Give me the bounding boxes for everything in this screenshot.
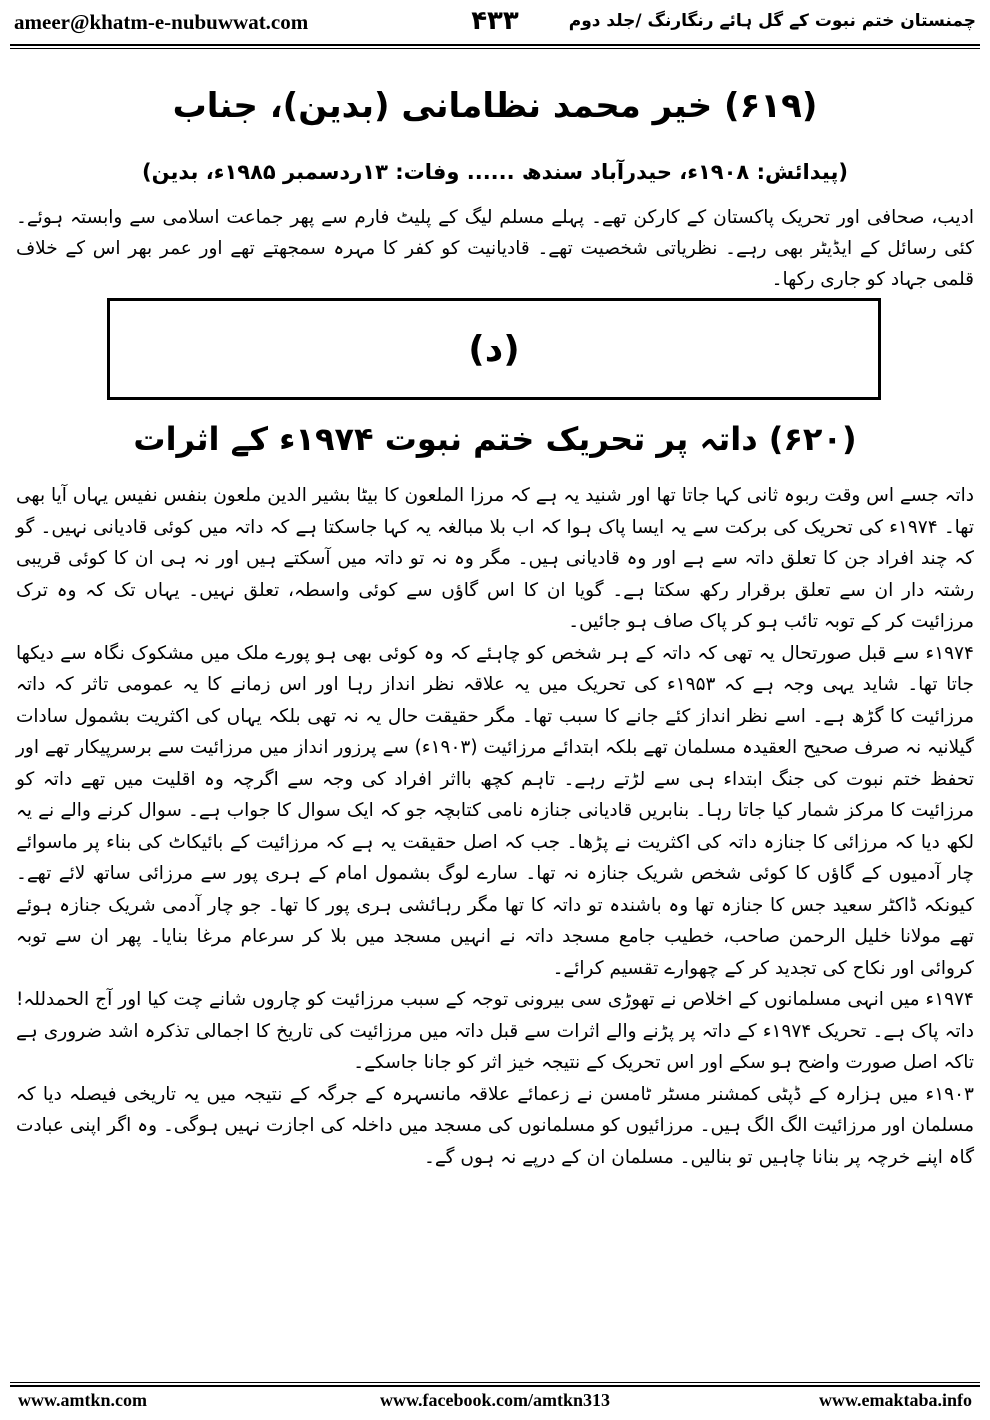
entry-619-title: (۶۱۹) خیر محمد نظامانی (بدین)، جناب [172, 86, 818, 126]
page-header [12, 6, 978, 40]
entry-619-text: ادیب، صحافی اور تحریک پاکستان کے کارکن تھے۔ پہلے مسلم لیگ کے پلیٹ فارم سے پھر جماعت اسلامی سے وابستہ ہوئے۔ کئی رسائل کے ایڈیٹر بھی رہے۔ نظریاتی شخصیت تھے۔ قادیانیت کو کفر کا مہرہ سمجھتے تھے اور عمر بھر اس کے خلاف قلمی جہاد کو جاری رکھا۔ [16, 207, 974, 290]
footer-link-facebook[interactable]: www.facebook.com/amtkn313 [380, 1390, 610, 1410]
page-footer [12, 1390, 978, 1416]
book-title: چمنستان ختم نبوت کے گل ہائے رنگارنگ /جلد دوم [568, 11, 976, 31]
paragraph: ۱۹۰۳ء میں ہزارہ کے ڈپٹی کمشنر مسٹر ٹامسن نے زعمائے علاقہ مانسہرہ کے جرگہ کے نتیجہ میں یہ تاریخی فیصلہ دیا کہ مسلمان اور مرزائیت الگ الگ ہیں۔ مرزائیوں کو مسلمانوں کی مسجد میں داخلہ کی اجازت نہیں ہوگی۔ وہ اگر اپنی عبادت گاہ اپنے خرچہ پر بنانا چاہیں تو بنالیں۔ مسلمان ان کے درپے نہ ہوں گے۔ [16, 1083, 974, 1168]
section-letter: (د) [468, 329, 520, 370]
header-email: ameer@khatm-e-nubuwwat.com [14, 10, 309, 34]
paragraph: ۱۹۷۴ء سے قبل صورتحال یہ تھی کہ داتہ کے ہر شخص کو چاہئے کہ وہ کوئی بھی ہو پورے ملک میں مشکوک نگاہ سے دیکھا جاتا تھا۔ شاید یہی وجہ ہے کہ ۱۹۵۳ء کی تحریک میں یہ علاقہ نظر انداز رہا اور اس زمانے کا یہ عمومی تاثر کہ داتہ مرزائیت کا گڑھ ہے۔ اسے نظر انداز کئے جانے کا سبب تھا۔ مگر حقیقت حال یہ نہ تھی بلکہ یہاں کی اکثریت بشمول سادات گیلانیہ نہ صرف صحیح العقیدہ مسلمان تھے بلکہ ابتدائے مرزائیت (۱۹۰۳ء) سے پرزور انداز میں مرزائیت سے برسرپیکار تھے اور تحفظ ختم نبوت کی جنگ ابتداء ہی سے لڑتے رہے۔ تاہم کچھ بااثر افراد کی وجہ سے اگرچہ وہ اقلیت میں تھے داتہ کو مرزائیت کا مرکز شمار کیا جاتا رہا۔ بنابریں قادیانی جنازہ نامی کتابچہ جو کہ ایک سوال کا جواب ہے۔ سوال کرنے والے نے یہ لکھ دیا کہ مرزائی کا جنازہ داتہ کی اکثریت نے پڑھا۔ جب کہ اصل حقیقت یہ ہے کہ مرزائیت کے بائیکاٹ کی بناء پر ماسوائے چار آدمیوں کے گاؤں کا کوئی شخص شریک جنازہ نہ تھا۔ سارے لوگ بشمول امام کے ہری پور سے مرزائی ساتھ لائے تھے۔ کیونکہ ڈاکٹر سعید جس کا جنازہ تھا وہ باشندہ تو داتہ کا تھا مگر رہائشی ہری پور کا تھا۔ جو چار آدمی شریک جنازہ ہوئے تھے مولانا خلیل الرحمن صاحب، خطیب جامع مسجد داتہ نے انہیں مسجد میں بلا کر سرعام مرغا بنایا۔ پھر ان سے توبہ کروائی اور نکاح کی تجدید کر کے چھوارے تقسیم کرائے۔ [16, 642, 974, 979]
paragraph: ۱۹۷۴ء میں انہی مسلمانوں کے اخلاص نے تھوڑی سی بیرونی توجہ کے سبب مرزائیت کو چاروں شانے چت کیا اور آج الحمدللہ! داتہ پاک ہے۔ تحریک ۱۹۷۴ء کے داتہ پر پڑنے والے اثرات سے قبل داتہ میں مرزائیت کی تاریخ کا اجمالی تذکرہ اشد ضروری ہے تاکہ اصل صورت واضح ہو سکے اور اس تحریک کے نتیجہ خیز اثر کو جانا جاسکے۔ [16, 989, 974, 1073]
section-letter-box [107, 298, 881, 400]
page-number: ۴۳۳ [471, 6, 519, 36]
header-divider [10, 44, 980, 46]
footer-divider [10, 1385, 980, 1387]
footer-link-website[interactable]: www.amtkn.com [18, 1390, 147, 1410]
paragraph: داتہ جسے اس وقت ربوہ ثانی کہا جاتا تھا اور شنید یہ ہے کہ مرزا الملعون کا بیٹا بشیر الدین ملعون بنفس نفیس یہاں آیا بھی تھا۔ ۱۹۷۴ء کی تحریک کی برکت سے یہ ایسا پاک ہوا کہ اب بلا مبالغہ یہ کہا جاسکتا ہے کہ داتہ میں کوئی قادیانی نہیں۔ گو کہ چند افراد جن کا تعلق داتہ سے ہے اور وہ قادیانی ہیں۔ مگر وہ نہ تو داتہ میں آسکتے ہیں اور نہ ہی ان کا کوئی قریبی رشتہ دار ان سے تعلق برقرار رکھ سکتا ہے۔ گویا ان کا اس گاؤں سے کوئی واسطہ، تعلق نہیں۔ یہاں تک کہ وہ ترک مرزائیت کر کے توبہ تائب ہو کر پاک صاف ہو جائیں۔ [16, 485, 974, 632]
footer-link-emaktaba[interactable]: www.emaktaba.info [818, 1390, 972, 1410]
entry-619-dates: (پیدائش: ۱۹۰۸ء، حیدرآباد سندھ ...... وفات: ۱۳ردسمبر ۱۹۸۵ء، بدین) [142, 160, 848, 184]
entry-620-body [16, 480, 974, 1173]
footer-divider-thin [10, 1382, 980, 1383]
header-divider-thin [10, 48, 980, 49]
entry-620-title: (۶۲۰) داتہ پر تحریک ختم نبوت ۱۹۷۴ء کے اثرات [133, 420, 857, 458]
